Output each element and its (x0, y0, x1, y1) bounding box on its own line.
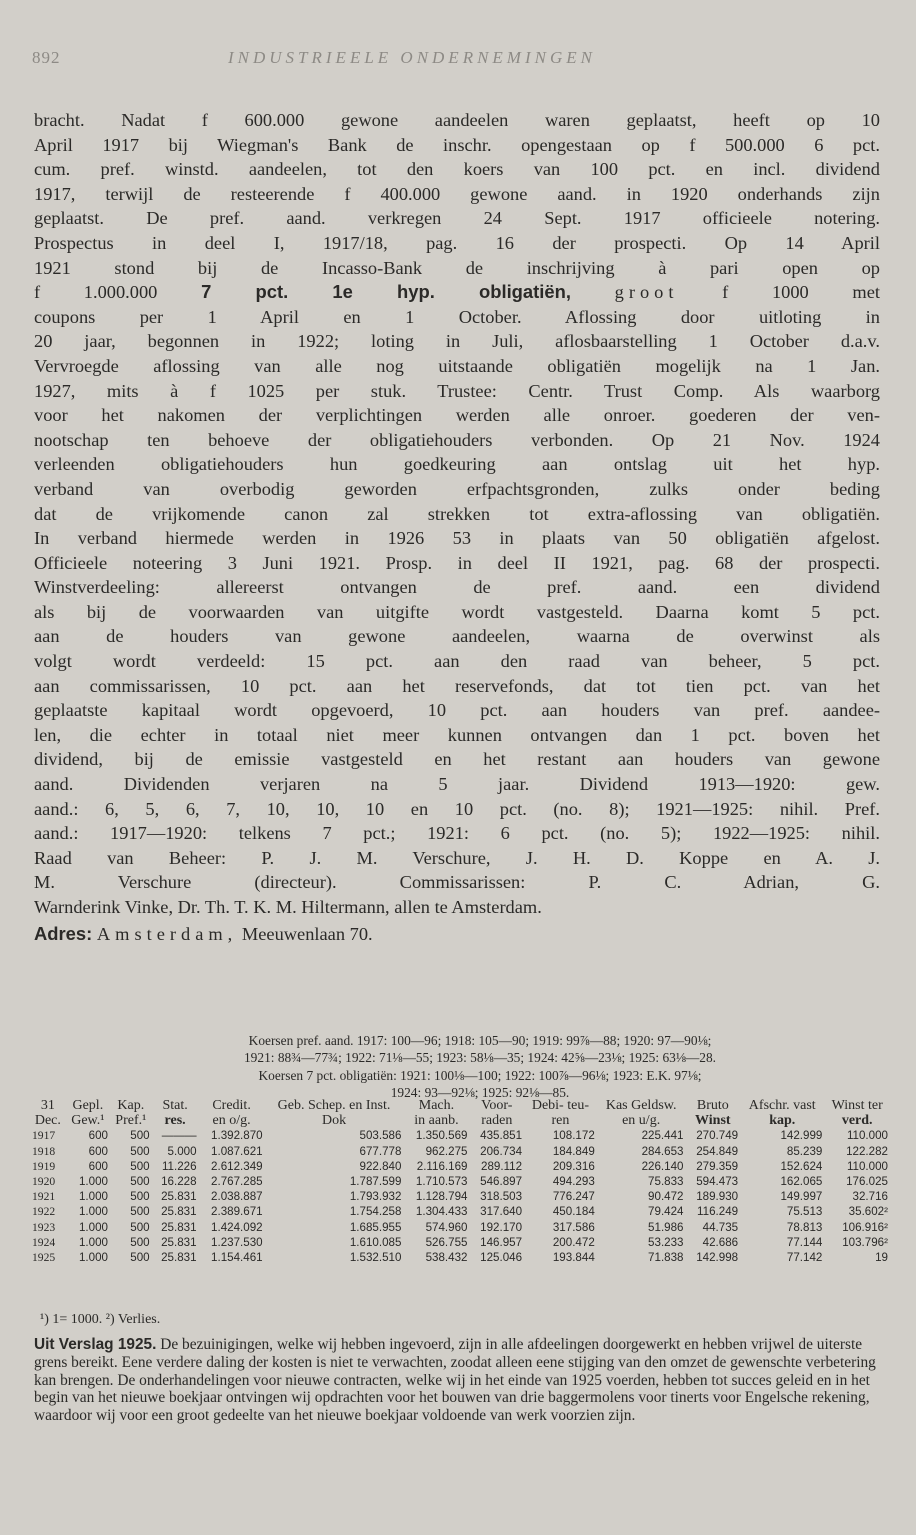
table-cell: 35.602² (848, 1205, 888, 1219)
groot-value: f 1000 met (722, 282, 880, 303)
column-header: kap. (769, 1113, 796, 1129)
column-header: en u/g. (622, 1113, 661, 1129)
text-line: aand. Dividenden verjaren na 5 jaar. Dividend 1913—1920: gew. (34, 774, 880, 795)
column-header: en o/g. (212, 1113, 251, 1129)
column-header: res. (164, 1113, 186, 1129)
table-cell: 1.685.955 (349, 1220, 402, 1234)
report-text: De bezuinigingen, welke wij hebben ingevoerd, zijn in alle afdeelingen doorgewerkt en hebben vrijwel de uiterste grens bereikt. Eene verdere daling der kosten is niet te verwachten, zoodat alleen eene stijging van den omzet de gewenschte verbetering kan brengen. De onderhandelingen voor nieuwe contracten, welke wij in het einde van 1925 voerden, hebben tot succes geleid en in het begin van het nieuwe boekjaar ontvingen wij opdrachten voor het bouwen van drie baggermolens voor tinerts voor Engelsche rekening, waardoor wij voor een groot gedeelte van het nieuwe boekjaar voldoende van werk voorzien zijn. (34, 1336, 876, 1425)
table-cell: 435.851 (480, 1129, 523, 1143)
report-label: Uit Verslag 1925. (34, 1336, 157, 1353)
table-cell: 146.957 (480, 1235, 523, 1249)
table-cell: 1.087.621 (211, 1144, 263, 1158)
table-cell: 279.359 (696, 1159, 739, 1173)
table-row (30, 1144, 890, 1159)
table-cell: 189.930 (696, 1190, 739, 1204)
table-cell: 450.184 (552, 1205, 595, 1219)
annual-report-excerpt (34, 1336, 880, 1425)
text-line: volgt wordt verdeeld: 15 pct. aan den raad van beheer, 5 pct. (34, 651, 880, 672)
obligation-amount: f 1.000.000 (34, 282, 158, 303)
table-cell: 75.513 (786, 1205, 823, 1219)
table-cell: 1.710.573 (415, 1175, 468, 1189)
table-cell: 78.813 (786, 1220, 823, 1234)
table-cell: 922.840 (359, 1159, 402, 1173)
table-cell: 500 (130, 1159, 150, 1173)
table-cell: 11.226 (161, 1159, 197, 1173)
table-row (30, 1128, 890, 1143)
table-cell: 284.653 (641, 1144, 684, 1158)
row-year: 1924 (32, 1235, 56, 1249)
column-header: Mach. (418, 1098, 455, 1113)
table-cell: 108.172 (552, 1129, 595, 1143)
table-cell: 53.233 (648, 1235, 684, 1249)
table-cell: 103.796² (842, 1235, 888, 1249)
column-header: Geb. Schep. en Inst. (277, 1098, 391, 1113)
table-footnote: ¹) 1= 1000. ²) Verlies. (40, 1312, 161, 1327)
table-cell: 1.424.092 (211, 1220, 263, 1234)
row-year: 1918 (32, 1144, 56, 1158)
table-cell: 526.755 (425, 1235, 468, 1249)
table-cell: 116.249 (697, 1205, 739, 1219)
table-cell: 1.787.599 (349, 1175, 402, 1189)
table-cell: 77.142 (786, 1251, 823, 1265)
column-header: Stat. (162, 1098, 188, 1113)
text-line: Officieele noteering 3 Juni 1921. Prosp. in deel II 1921, pag. 68 der prospecti. (34, 552, 880, 573)
table-row (30, 1235, 890, 1250)
table-cell: 162.065 (780, 1175, 823, 1189)
table-cell: 85.239 (786, 1144, 823, 1158)
price-quotations (70, 1032, 890, 1102)
column-header: in aanb. (414, 1113, 459, 1129)
table-cell: 500 (130, 1175, 150, 1189)
text-line: Vervroegde aflossing van alle nog uitstaande obligatiën mogelijk na 1 Jan. (34, 355, 880, 376)
table-cell: 16.228 (161, 1175, 197, 1189)
table-cell: 2.612.349 (211, 1159, 263, 1173)
text-line: In verband hiermede werden in 1926 53 in plaats van 50 obligatiën afgelost. (34, 528, 880, 549)
column-header: Winst (695, 1113, 731, 1129)
text-line: coupons per 1 April en 1 October. Aflossing door uitloting in (34, 306, 880, 327)
table-cell: 594.473 (696, 1175, 739, 1189)
column-header: Gepl. (72, 1098, 104, 1113)
table-cell: 125.046 (480, 1251, 523, 1265)
row-year: 1921 (32, 1190, 56, 1204)
table-cell: 1.350.569 (415, 1129, 468, 1143)
table-cell: 600 (88, 1159, 108, 1173)
table-cell: 110.000 (846, 1129, 888, 1143)
table-cell: 677.778 (359, 1144, 402, 1158)
page-number: 892 (32, 48, 61, 67)
table-cell: 500 (130, 1129, 150, 1143)
text-line: Prospectus in deel I, 1917/18, pag. 16 der prospecti. Op 14 April (34, 232, 880, 253)
table-cell: 75.833 (648, 1175, 684, 1189)
table-cell: 90.472 (648, 1190, 684, 1204)
table-cell: 226.140 (641, 1159, 684, 1173)
table-cell: 51.986 (648, 1220, 684, 1234)
table-cell: 500 (130, 1144, 150, 1158)
table-cell: 1.000 (78, 1251, 108, 1265)
table-cell: 2.116.169 (416, 1159, 468, 1173)
running-title: INDUSTRIEELE ONDERNEMINGEN (228, 48, 596, 67)
text-line: Winstverdeeling: allereerst ontvangen de pref. aand. een dividend (34, 577, 880, 598)
column-header: Gew.¹ (71, 1113, 105, 1129)
text-line: 1921 stond bij de Incasso-Bank de inschrijving à pari open op (34, 257, 880, 278)
table-cell: 500 (130, 1205, 150, 1219)
text-line: aan de houders van gewone aandeelen, waarna de overwinst als (34, 626, 880, 647)
table-cell: 254.849 (696, 1144, 739, 1158)
table-body (30, 1128, 890, 1265)
column-header: Afschr. vast (748, 1098, 816, 1113)
text-line: M. Verschure (directeur). Commissarissen: P. C. Adrian, G. (34, 872, 880, 893)
quote-line: Koersen pref. aand. 1917: 100—96; 1918: 105—90; 1919: 99⅞—88; 1920: 97—90⅛; (248, 1033, 712, 1048)
table-row (30, 1250, 890, 1265)
table-row (30, 1159, 890, 1174)
table-row (30, 1189, 890, 1204)
table-cell: 1.000 (78, 1220, 108, 1234)
table-cell: 209.316 (552, 1159, 595, 1173)
table-cell: 503.586 (359, 1129, 402, 1143)
table-cell: 1.237.530 (211, 1235, 263, 1249)
text-line: voor het nakomen der verplichtingen werden alle onroer. goederen der ven- (34, 405, 880, 426)
table-cell: 79.424 (648, 1205, 684, 1219)
column-header: Debi- teu- (531, 1098, 589, 1113)
table-cell: 142.998 (696, 1251, 739, 1265)
table-cell: 600 (88, 1144, 108, 1158)
column-header: Bruto (696, 1098, 729, 1113)
table-cell: 25.831 (161, 1220, 197, 1234)
table-header-row (30, 1098, 890, 1113)
table-cell: ——— (161, 1129, 197, 1143)
table-cell: 500 (130, 1235, 150, 1249)
column-header: 31 (40, 1098, 55, 1113)
table-cell: 1.532.510 (349, 1251, 402, 1265)
table-row (30, 1204, 890, 1219)
table-cell: 152.624 (780, 1159, 823, 1173)
table-cell: 1.000 (78, 1235, 108, 1249)
table-cell: 192.170 (480, 1220, 523, 1234)
column-header: Winst ter (831, 1098, 883, 1113)
address-city: Amsterdam, (96, 923, 238, 944)
text-line: dividend, bij de emissie vastgesteld en het restant aan houders van gewone (34, 749, 880, 770)
table-cell: 5.000 (167, 1144, 197, 1158)
table-cell: 1.754.258 (349, 1205, 402, 1219)
table-cell: 500 (130, 1251, 150, 1265)
text-line: bracht. Nadat f 600.000 gewone aandeelen waren geplaatst, heeft op 10 (34, 110, 880, 130)
row-year: 1923 (32, 1220, 56, 1234)
table-cell: 317.586 (552, 1220, 595, 1234)
table-cell: 25.831 (161, 1251, 197, 1265)
table-cell: 1.000 (78, 1205, 108, 1219)
table-cell: 600 (88, 1129, 108, 1143)
table-cell: 500 (130, 1190, 150, 1204)
table-cell: 200.472 (552, 1235, 595, 1249)
text-line: dat de vrijkomende canon zal strekken tot extra-aflossing van obligatiën. (34, 503, 880, 524)
column-header: Kap. (117, 1098, 145, 1113)
table-cell: 317.640 (480, 1205, 523, 1219)
table-cell: 25.831 (161, 1235, 197, 1249)
address (34, 922, 880, 947)
groot-label: groot (614, 282, 679, 303)
table-cell: 546.897 (480, 1175, 523, 1189)
table-cell: 1.000 (78, 1175, 108, 1189)
table-cell: 110.000 (846, 1159, 888, 1173)
address-label: Adres: (34, 922, 93, 944)
table-cell: 42.686 (702, 1235, 739, 1249)
text-line: als bij de voorwaarden van uitgifte wordt vastgesteld. Daarna komt 5 pct. (34, 601, 880, 622)
column-header: Dok (321, 1113, 347, 1129)
table-cell: 776.247 (552, 1190, 595, 1204)
table-cell: 318.503 (480, 1190, 523, 1204)
table-cell: 270.749 (696, 1129, 739, 1143)
text-line: geplaatste kapitaal wordt opgevoerd, 10 pct. aan houders van pref. aandee- (34, 700, 880, 721)
text-line: April 1917 bij Wiegman's Bank de inschr. opengestaan op f 500.000 6 pct. (34, 134, 880, 155)
table-cell: 176.025 (846, 1175, 888, 1189)
table-cell: 142.999 (780, 1129, 823, 1143)
table-cell: 1.128.794 (415, 1190, 468, 1204)
row-year: 1920 (32, 1175, 56, 1189)
table-cell: 25.831 (161, 1205, 197, 1219)
text-line: 1917, terwijl de resteerende f 400.000 gewone aand. in 1920 onderhands zijn (34, 183, 880, 204)
table-cell: 1.304.433 (415, 1205, 468, 1219)
table-cell: 1.154.461 (211, 1251, 263, 1265)
table-cell: 149.997 (780, 1190, 823, 1204)
company-description (34, 108, 880, 946)
column-header: Credit. (212, 1098, 251, 1113)
column-header: ren (551, 1113, 570, 1129)
table-cell: 193.844 (552, 1251, 595, 1265)
table-cell: 225.441 (641, 1129, 684, 1143)
table-cell: 1.793.932 (349, 1190, 402, 1204)
text-line: verleenden obligatiehouders hun goedkeuring aan ontslag uit het hyp. (34, 454, 880, 475)
column-header: Pref.¹ (115, 1113, 147, 1129)
text-line: Raad van Beheer: P. J. M. Verschure, J. H. D. Koppe en A. J. (34, 847, 880, 868)
table-header-row (30, 1113, 890, 1128)
table-cell: 2.389.671 (211, 1205, 263, 1219)
financial-table (30, 1098, 890, 1265)
column-header: Voor- (481, 1098, 513, 1113)
quote-line: 1921: 88¾—77¾; 1922: 71⅛—55; 1923: 58⅛—35; 1924: 42⅝—23⅛; 1925: 63⅛—28. (243, 1050, 717, 1066)
table-cell: 77.144 (786, 1235, 823, 1249)
text-line: 1927, mits à f 1025 per stuk. Trustee: Centr. Trust Comp. Als waarborg (34, 380, 880, 401)
row-year: 1925 (32, 1251, 56, 1265)
text-line: nootschap ten behoeve der obligatiehouders verbonden. Op 21 Nov. 1924 (34, 429, 880, 450)
text-line: aand.: 6, 5, 6, 7, 10, 10, 10 en 10 pct. (no. 8); 1921—1925: nihil. Pref. (34, 798, 880, 819)
row-year: 1919 (32, 1159, 56, 1173)
text-line: aan commissarissen, 10 pct. aan het reservefonds, dat tot tien pct. van het (34, 675, 880, 696)
address-street: Meeuwenlaan 70. (241, 923, 373, 944)
obligation-line (34, 280, 880, 305)
text-line: 20 jaar, begonnen in 1922; loting in Juli, aflosbaarstelling 1 October d.a.v. (34, 331, 880, 352)
column-header: Dec. (34, 1113, 61, 1129)
quote-line: 1924: 93—92⅛; 1925: 92⅛—85. (390, 1085, 570, 1101)
table-cell: 2.038.887 (211, 1190, 263, 1204)
quote-line: Koersen 7 pct. obligatiën: 1921: 100⅛—100; 1922: 100⅞—96⅛; 1923: E.K. 97⅛; (258, 1067, 702, 1083)
table-cell: 184.849 (552, 1144, 595, 1158)
text-line: verband van overbodig geworden erfpachtsgronden, zulks onder beding (34, 478, 880, 499)
column-header: Kas Geldsw. (605, 1098, 677, 1113)
table-cell: 106.916² (842, 1220, 888, 1234)
text-line: aand.: 1917—1920: telkens 7 pct.; 1921: 6 pct. (no. 5); 1922—1925: nihil. (34, 823, 880, 844)
table-cell: 206.734 (480, 1144, 523, 1158)
table-cell: 289.112 (481, 1159, 523, 1173)
table-cell: 25.831 (161, 1190, 197, 1204)
table-cell: 1.392.870 (211, 1129, 263, 1143)
text-line: geplaatst. De pref. aand. verkregen 24 Sept. 1917 officieele notering. (34, 208, 880, 229)
table-row (30, 1174, 890, 1189)
table-cell: 494.293 (552, 1175, 595, 1189)
table-cell: 19 (875, 1251, 888, 1265)
table-cell: 2.767.285 (211, 1175, 263, 1189)
text-line: Warnderink Vinke, Dr. Th. T. K. M. Hiltermann, allen te Amsterdam. (34, 897, 542, 917)
table-cell: 32.716 (852, 1190, 888, 1204)
obligation-title: 7 pct. 1e hyp. obligatiën, (201, 281, 571, 303)
table-cell: 1.610.085 (349, 1235, 402, 1249)
table-row (30, 1220, 890, 1235)
table-cell: 1.000 (78, 1190, 108, 1204)
row-year: 1922 (32, 1205, 56, 1219)
table-cell: 44.735 (702, 1220, 739, 1234)
table-cell: 574.960 (425, 1220, 468, 1234)
table-cell: 122.282 (846, 1144, 888, 1158)
table-cell: 500 (130, 1220, 150, 1234)
table-cell: 538.432 (425, 1251, 468, 1265)
text-line: len, die echter in totaal niet meer kunnen ontvangen dan 1 pct. boven het (34, 724, 880, 745)
table-cell: 71.838 (648, 1251, 684, 1265)
column-header: verd. (841, 1113, 873, 1129)
row-year: 1917 (32, 1129, 56, 1143)
column-header: raden (481, 1113, 513, 1129)
text-line: cum. pref. winstd. aandeelen, tot den koers van 100 pct. en incl. dividend (34, 159, 880, 180)
table-cell: 962.275 (425, 1144, 468, 1158)
